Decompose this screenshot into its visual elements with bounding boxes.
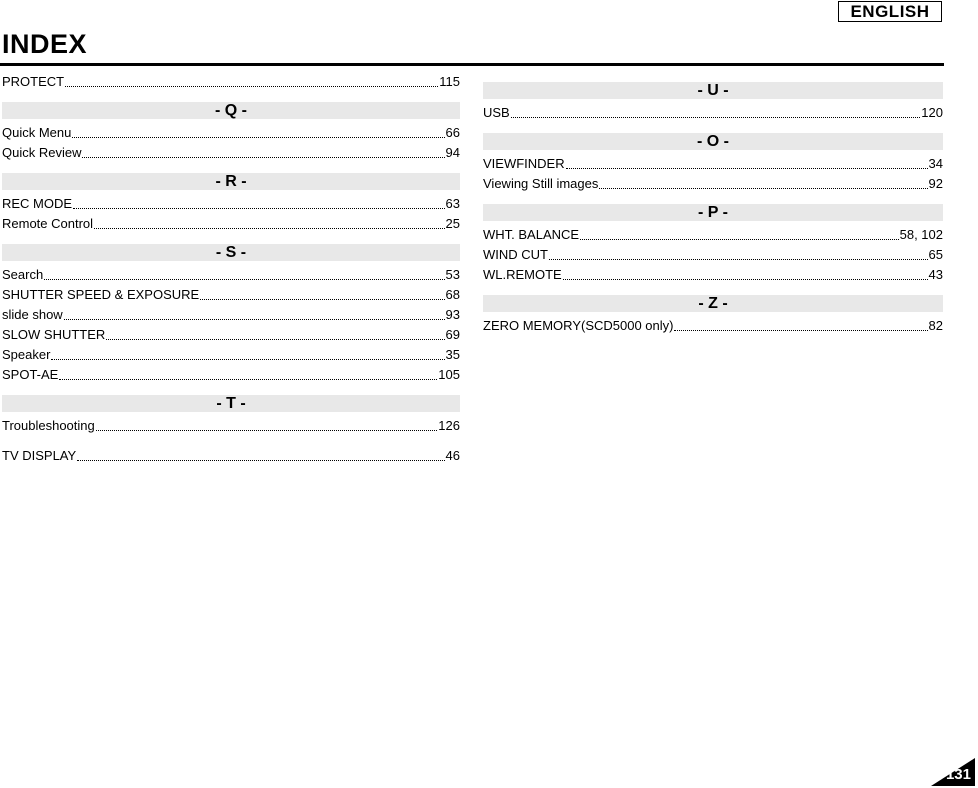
index-entry — [483, 245, 943, 265]
index-section — [2, 244, 460, 385]
index-entry — [2, 285, 460, 305]
section-header: - O - — [483, 133, 943, 150]
dot-leader — [77, 459, 444, 461]
entry-term: Viewing Still images — [483, 176, 599, 191]
entry-page: 120 — [921, 105, 943, 120]
dot-leader — [94, 227, 444, 229]
entry-page: 82 — [928, 318, 943, 333]
dot-leader — [599, 187, 927, 189]
section-header: - T - — [2, 395, 460, 412]
dot-leader — [200, 298, 444, 300]
index-section — [483, 295, 943, 336]
entry-page: 93 — [445, 307, 460, 322]
entry-page: 126 — [438, 418, 460, 433]
index-entry — [483, 265, 943, 285]
dot-leader — [73, 207, 444, 209]
index-entry — [2, 325, 460, 345]
index-entry — [483, 225, 943, 245]
index-entry — [2, 194, 460, 214]
entry-page: 53 — [445, 267, 460, 282]
entry-page: 43 — [928, 267, 943, 282]
dot-leader — [65, 85, 438, 87]
index-entry — [2, 345, 460, 365]
dot-leader — [64, 318, 445, 320]
entry-term: SLOW SHUTTER — [2, 327, 106, 342]
index-section — [483, 204, 943, 285]
index-entry — [483, 316, 943, 336]
index-section — [483, 82, 943, 123]
entry-page: 58, 102 — [899, 227, 943, 242]
entry-page: 66 — [445, 125, 460, 140]
page-number: 131 — [945, 766, 971, 783]
entry-page: 25 — [445, 216, 460, 231]
entry-term: Troubleshooting — [2, 418, 95, 433]
index-entry — [2, 214, 460, 234]
index-entry — [2, 265, 460, 285]
dot-leader — [59, 378, 437, 380]
section-header: - Z - — [483, 295, 943, 312]
dot-leader — [566, 167, 928, 169]
index-section — [2, 395, 460, 466]
section-header: - R - — [2, 173, 460, 190]
index-entry — [2, 143, 460, 163]
entry-page: 115 — [439, 74, 460, 89]
entry-page: 35 — [445, 347, 460, 362]
dot-leader — [44, 278, 444, 280]
index-entry — [2, 123, 460, 143]
entry-term: WIND CUT — [483, 247, 548, 262]
entry-term: slide show — [2, 307, 63, 322]
entry-page: 94 — [445, 145, 460, 160]
dot-leader — [549, 258, 928, 260]
entry-page: 46 — [445, 448, 460, 463]
dot-leader — [82, 156, 444, 158]
index-entry — [483, 174, 943, 194]
entry-term: Search — [2, 267, 44, 282]
index-column-left — [2, 72, 460, 466]
entry-term: Quick Review — [2, 145, 82, 160]
entry-term: SPOT-AE — [2, 367, 59, 382]
section-header: - P - — [483, 204, 943, 221]
index-entry — [2, 446, 460, 466]
dot-leader — [511, 116, 921, 118]
entry-term: WL.REMOTE — [483, 267, 562, 282]
title-divider — [0, 63, 944, 66]
dot-leader — [51, 358, 444, 360]
entry-term: PROTECT — [2, 74, 65, 89]
spacer — [2, 436, 460, 446]
entry-term: REC MODE — [2, 196, 73, 211]
index-entry — [2, 305, 460, 325]
index-section — [483, 133, 943, 194]
page-number-badge — [931, 758, 975, 786]
index-entry — [2, 72, 460, 92]
dot-leader — [106, 338, 444, 340]
entry-page: 105 — [438, 367, 460, 382]
entry-page: 63 — [445, 196, 460, 211]
entry-term: VIEWFINDER — [483, 156, 565, 171]
entry-page: 69 — [445, 327, 460, 342]
index-entry — [483, 154, 943, 174]
dot-leader — [72, 136, 444, 138]
page-title: INDEX — [2, 29, 88, 59]
index-entry — [483, 103, 943, 123]
index-section — [2, 72, 460, 92]
index-entry — [2, 365, 460, 385]
dot-leader — [674, 329, 927, 331]
entry-page: 34 — [928, 156, 943, 171]
entry-term: ZERO MEMORY(SCD5000 only) — [483, 318, 674, 333]
section-header: - Q - — [2, 102, 460, 119]
entry-term: Speaker — [2, 347, 51, 362]
entry-page: 92 — [928, 176, 943, 191]
index-column-right — [483, 72, 943, 336]
dot-leader — [96, 429, 438, 431]
entry-term: Quick Menu — [2, 125, 72, 140]
section-header: - U - — [483, 82, 943, 99]
entry-term: WHT. BALANCE — [483, 227, 580, 242]
index-entry — [2, 416, 460, 436]
entry-term: USB — [483, 105, 510, 120]
language-badge: ENGLISH — [838, 1, 942, 22]
entry-page: 68 — [445, 287, 460, 302]
dot-leader — [563, 278, 928, 280]
index-section — [2, 102, 460, 163]
entry-term: Remote Control — [2, 216, 94, 231]
dot-leader — [580, 238, 899, 240]
entry-page: 65 — [928, 247, 943, 262]
entry-term: TV DISPLAY — [2, 448, 77, 463]
index-section — [2, 173, 460, 234]
section-header: - S - — [2, 244, 460, 261]
entry-term: SHUTTER SPEED & EXPOSURE — [2, 287, 200, 302]
